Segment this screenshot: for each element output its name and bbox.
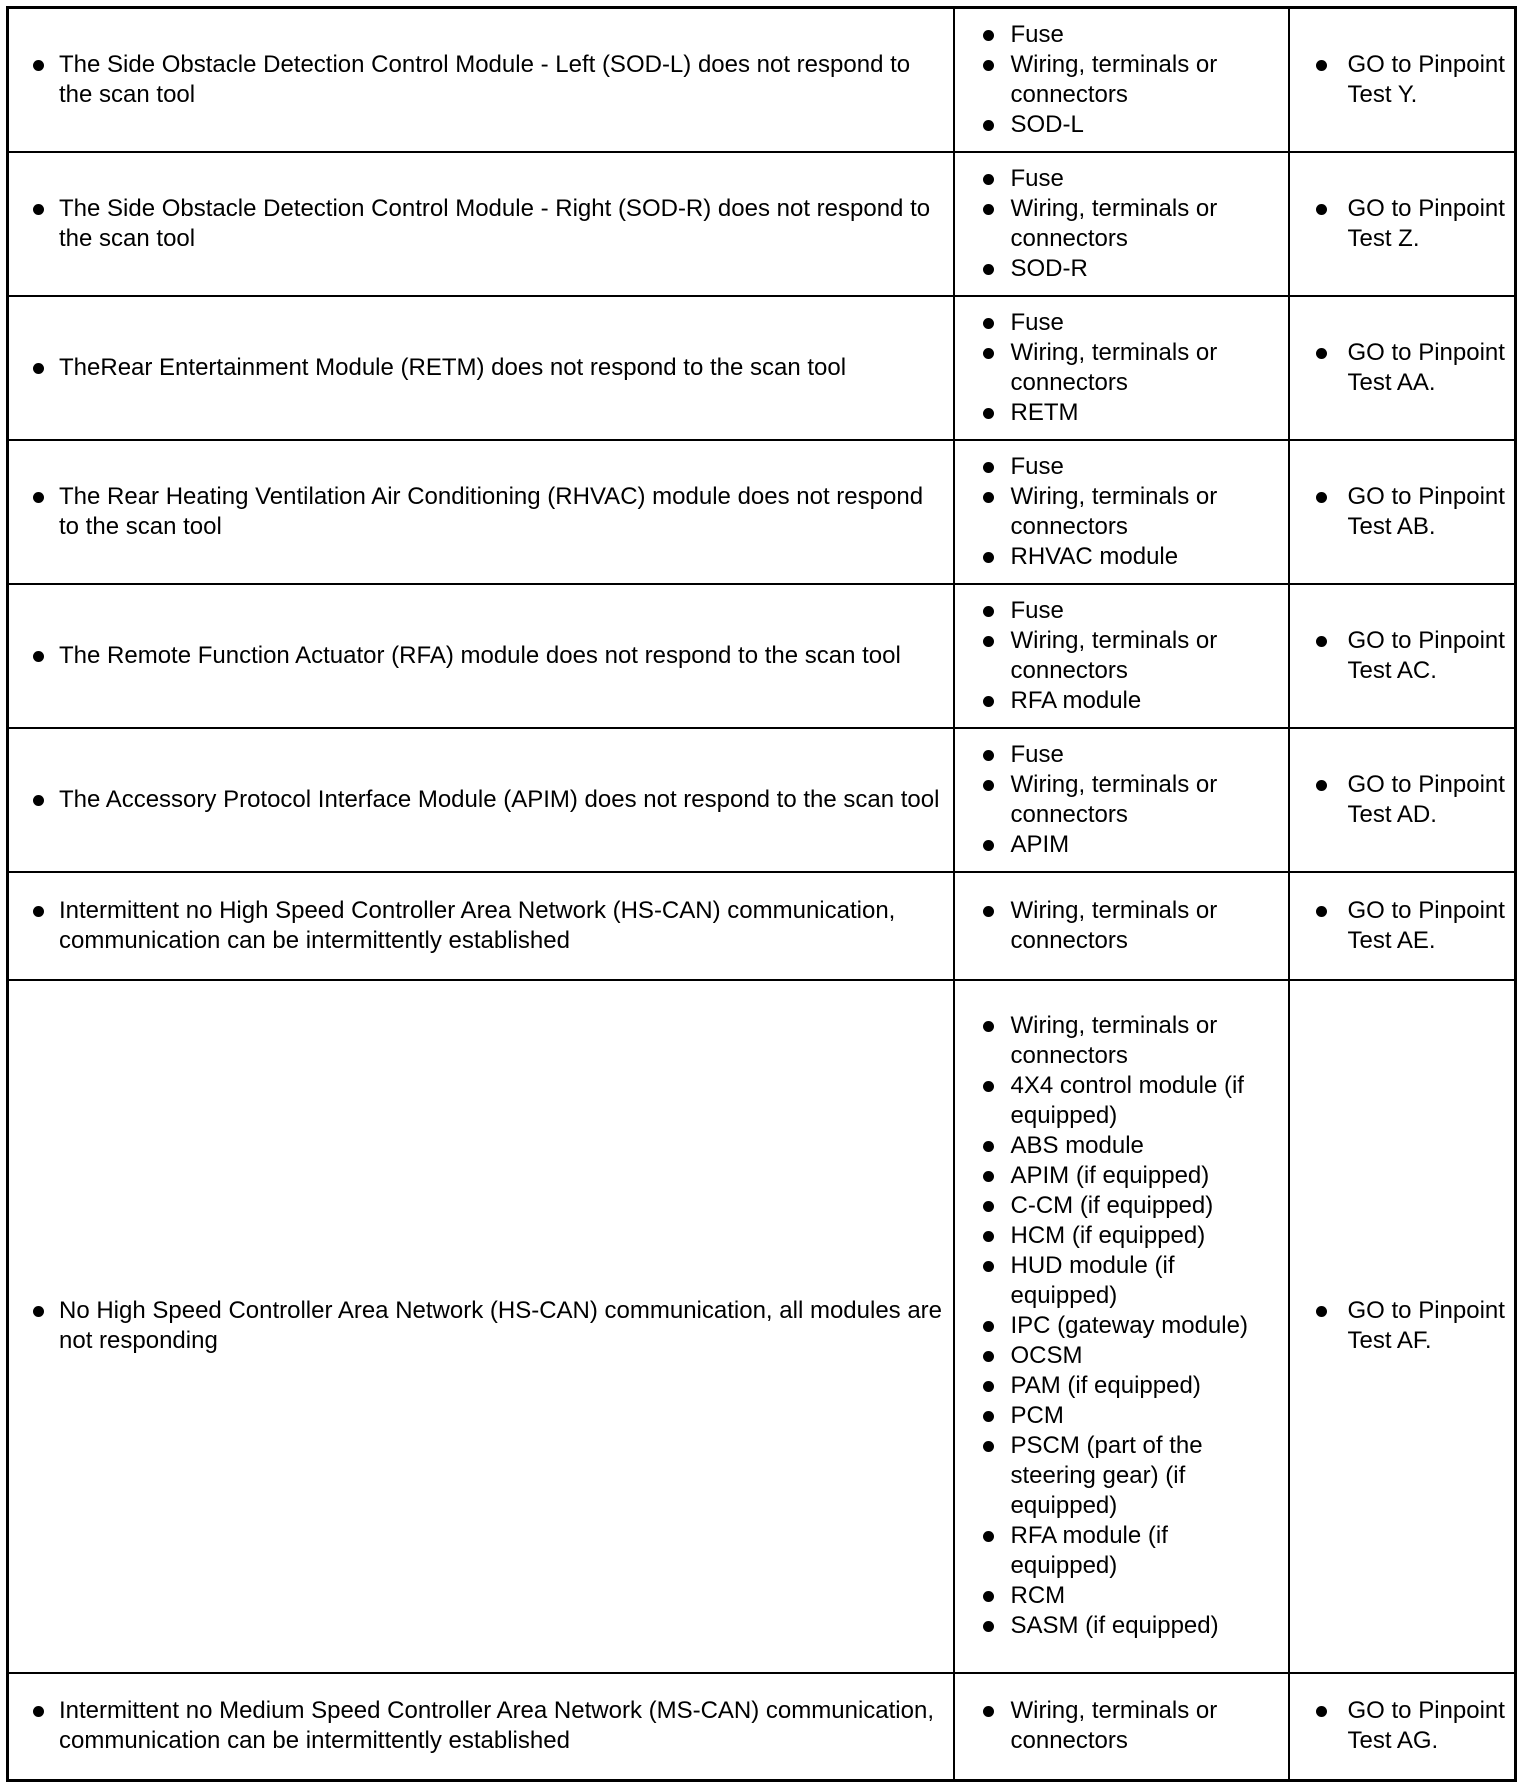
condition-text: Intermittent no Medium Speed Controller Area Network (MS-CAN) communication, communication can be intermittently established [9,1696,953,1756]
condition-cell [8,296,954,440]
possible-source-item: RCM [955,1581,1288,1611]
condition-cell [8,584,954,728]
table-row [8,1673,1516,1781]
pinpoint-test-link[interactable]: GO to Pinpoint Test AC. [1290,626,1515,686]
possible-source-item: Fuse [955,596,1288,626]
pinpoint-test-link[interactable]: GO to Pinpoint Test Y. [1290,50,1515,110]
table-row [8,980,1516,1673]
possible-source-item: RFA module (if equipped) [955,1521,1288,1581]
table-row [8,8,1516,152]
condition-text: The Remote Function Actuator (RFA) module does not respond to the scan tool [9,641,953,671]
symptom-chart-body [8,8,1516,1781]
condition-text: The Rear Heating Ventilation Air Conditioning (RHVAC) module does not respond to the scan tool [9,482,953,542]
condition-text: Intermittent no High Speed Controller Area Network (HS-CAN) communication, communication can be intermittently established [9,896,953,956]
condition-cell [8,152,954,296]
condition-cell [8,1673,954,1781]
possible-source-item: 4X4 control module (if equipped) [955,1071,1288,1131]
possible-source-item: Wiring, terminals or connectors [955,194,1288,254]
possible-source-cell [954,728,1289,872]
possible-source-cell [954,980,1289,1673]
possible-source-item: SASM (if equipped) [955,1611,1288,1641]
condition-text: No High Speed Controller Area Network (HS-CAN) communication, all modules are not responding [9,1296,953,1356]
possible-source-item: Wiring, terminals or connectors [955,896,1288,956]
action-cell [1289,584,1516,728]
possible-source-item: Wiring, terminals or connectors [955,482,1288,542]
condition-text: The Side Obstacle Detection Control Module - Left (SOD-L) does not respond to the scan tool [9,50,953,110]
possible-source-item: RHVAC module [955,542,1288,572]
possible-source-cell [954,8,1289,152]
condition-cell [8,980,954,1673]
diagnostic-table-sheet [6,6,1514,1782]
pinpoint-test-link[interactable]: GO to Pinpoint Test AF. [1290,1296,1515,1356]
possible-source-item: Wiring, terminals or connectors [955,770,1288,830]
pinpoint-test-link[interactable]: GO to Pinpoint Test Z. [1290,194,1515,254]
possible-source-item: Wiring, terminals or connectors [955,1011,1288,1071]
possible-source-item: Fuse [955,308,1288,338]
possible-source-item: HCM (if equipped) [955,1221,1288,1251]
possible-source-item: RETM [955,398,1288,428]
action-cell [1289,980,1516,1673]
possible-source-cell [954,296,1289,440]
action-cell [1289,440,1516,584]
possible-source-item: PCM [955,1401,1288,1431]
possible-source-item: Wiring, terminals or connectors [955,626,1288,686]
possible-source-cell [954,1673,1289,1781]
possible-source-cell [954,440,1289,584]
possible-source-item: APIM (if equipped) [955,1161,1288,1191]
condition-text: TheRear Entertainment Module (RETM) does not respond to the scan tool [9,353,953,383]
possible-source-item: RFA module [955,686,1288,716]
table-row [8,728,1516,872]
possible-source-item: Fuse [955,452,1288,482]
possible-source-item: Fuse [955,164,1288,194]
table-row [8,296,1516,440]
possible-source-item: Fuse [955,740,1288,770]
possible-source-item: HUD module (if equipped) [955,1251,1288,1311]
possible-source-item: Wiring, terminals or connectors [955,50,1288,110]
table-row [8,872,1516,980]
possible-source-item: Fuse [955,20,1288,50]
possible-source-item: Wiring, terminals or connectors [955,1696,1288,1756]
condition-cell [8,728,954,872]
condition-cell [8,872,954,980]
possible-source-item: APIM [955,830,1288,860]
possible-source-item: SOD-R [955,254,1288,284]
action-cell [1289,296,1516,440]
possible-source-item: ABS module [955,1131,1288,1161]
possible-source-item: C-CM (if equipped) [955,1191,1288,1221]
condition-cell [8,8,954,152]
action-cell [1289,8,1516,152]
table-row [8,584,1516,728]
possible-source-cell [954,872,1289,980]
action-cell [1289,872,1516,980]
pinpoint-test-link[interactable]: GO to Pinpoint Test AB. [1290,482,1515,542]
possible-source-item: SOD-L [955,110,1288,140]
condition-cell [8,440,954,584]
possible-source-item: PSCM (part of the steering gear) (if equipped) [955,1431,1288,1521]
possible-source-item: PAM (if equipped) [955,1371,1288,1401]
action-cell [1289,728,1516,872]
table-row [8,440,1516,584]
pinpoint-test-link[interactable]: GO to Pinpoint Test AG. [1290,1696,1515,1756]
possible-source-cell [954,152,1289,296]
condition-text: The Side Obstacle Detection Control Module - Right (SOD-R) does not respond to the scan tool [9,194,953,254]
table-row [8,152,1516,296]
pinpoint-test-link[interactable]: GO to Pinpoint Test AA. [1290,338,1515,398]
possible-source-item: IPC (gateway module) [955,1311,1288,1341]
possible-source-cell [954,584,1289,728]
pinpoint-test-link[interactable]: GO to Pinpoint Test AD. [1290,770,1515,830]
possible-source-item: Wiring, terminals or connectors [955,338,1288,398]
pinpoint-test-link[interactable]: GO to Pinpoint Test AE. [1290,896,1515,956]
action-cell [1289,152,1516,296]
symptom-chart-table [6,6,1517,1782]
condition-text: The Accessory Protocol Interface Module (APIM) does not respond to the scan tool [9,785,953,815]
action-cell [1289,1673,1516,1781]
possible-source-item: OCSM [955,1341,1288,1371]
